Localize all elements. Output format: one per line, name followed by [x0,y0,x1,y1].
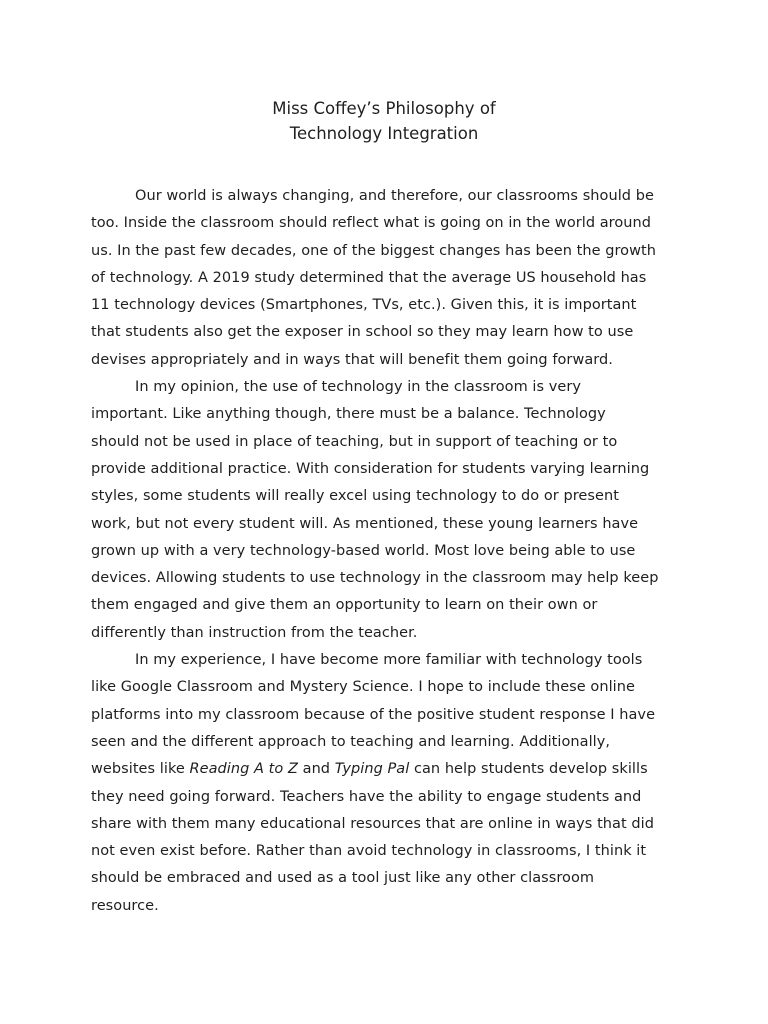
paragraph-3-line: seen and the different approach to teaching and learning. Additionally, [91,733,611,750]
document-body [91,183,681,920]
paragraph-2-line: important. Like anything though, there must be a balance. Technology [91,406,606,423]
paragraph-3-line: should be embraced and used as a tool just like any other classroom [91,870,595,887]
paragraph-3-line: share with them many educational resources that are online in ways that did [91,815,654,832]
line-text: websites like [91,761,190,778]
paragraph-2-line: them engaged and give them an opportunity to learn on their own or [91,597,598,614]
italic-title-reading-a-to-z: Reading A to Z [189,761,298,778]
line-text: can help students develop skills [409,761,648,778]
paragraph-1-line: of technology. A 2019 study determined that the average US household has [91,269,647,286]
title-line-2: Technology Integration [289,124,479,143]
paragraph-3-line: not even exist before. Rather than avoid technology in classrooms, I think it [91,843,647,860]
paragraph-3-line: like Google Classroom and Mystery Science. I hope to include these online [91,679,635,696]
paragraph-3-line: platforms into my classroom because of the positive student response I have [91,706,656,723]
document-title [0,96,768,146]
paragraph-1-line: that students also get the exposer in school so they may learn how to use [91,324,634,341]
paragraph-2-line: In my opinion, the use of technology in the classroom is very [135,379,582,396]
line-text: and [297,761,335,778]
paragraph-3-line: resource. [91,897,159,914]
paragraph-3-line-with-italics [91,756,681,783]
paragraph-1-line: devises appropriately and in ways that will benefit them going forward. [91,351,613,368]
paragraph-2-line: differently than instruction from the teacher. [91,624,418,641]
paragraph-1-line: 11 technology devices (Smartphones, TVs, etc.). Given this, it is important [91,297,637,314]
paragraph-1-line: Our world is always changing, and therefore, our classrooms should be [135,188,654,204]
paragraph-2-line: work, but not every student will. As mentioned, these young learners have [91,515,639,532]
title-line-1: Miss Coffey’s Philosophy of [272,99,496,118]
paragraph-2-line: should not be used in place of teaching, but in support of teaching or to [91,433,618,450]
paragraph-2-line: grown up with a very technology-based world. Most love being able to use [91,542,636,559]
paragraph-1-line: us. In the past few decades, one of the biggest changes has been the growth [91,242,656,259]
paragraph-3-line: they need going forward. Teachers have the ability to engage students and [91,788,642,805]
paragraph-3-line: In my experience, I have become more familiar with technology tools [135,652,643,669]
paragraph-2-line: provide additional practice. With consideration for students varying learning [91,460,650,477]
paragraph-2-line: styles, some students will really excel using technology to do or present [91,488,619,505]
italic-title-typing-pal: Typing Pal [334,761,410,778]
paragraph-2-line: devices. Allowing students to use technology in the classroom may help keep [91,570,659,587]
paragraph-1-line: too. Inside the classroom should reflect what is going on in the world around [91,215,652,232]
